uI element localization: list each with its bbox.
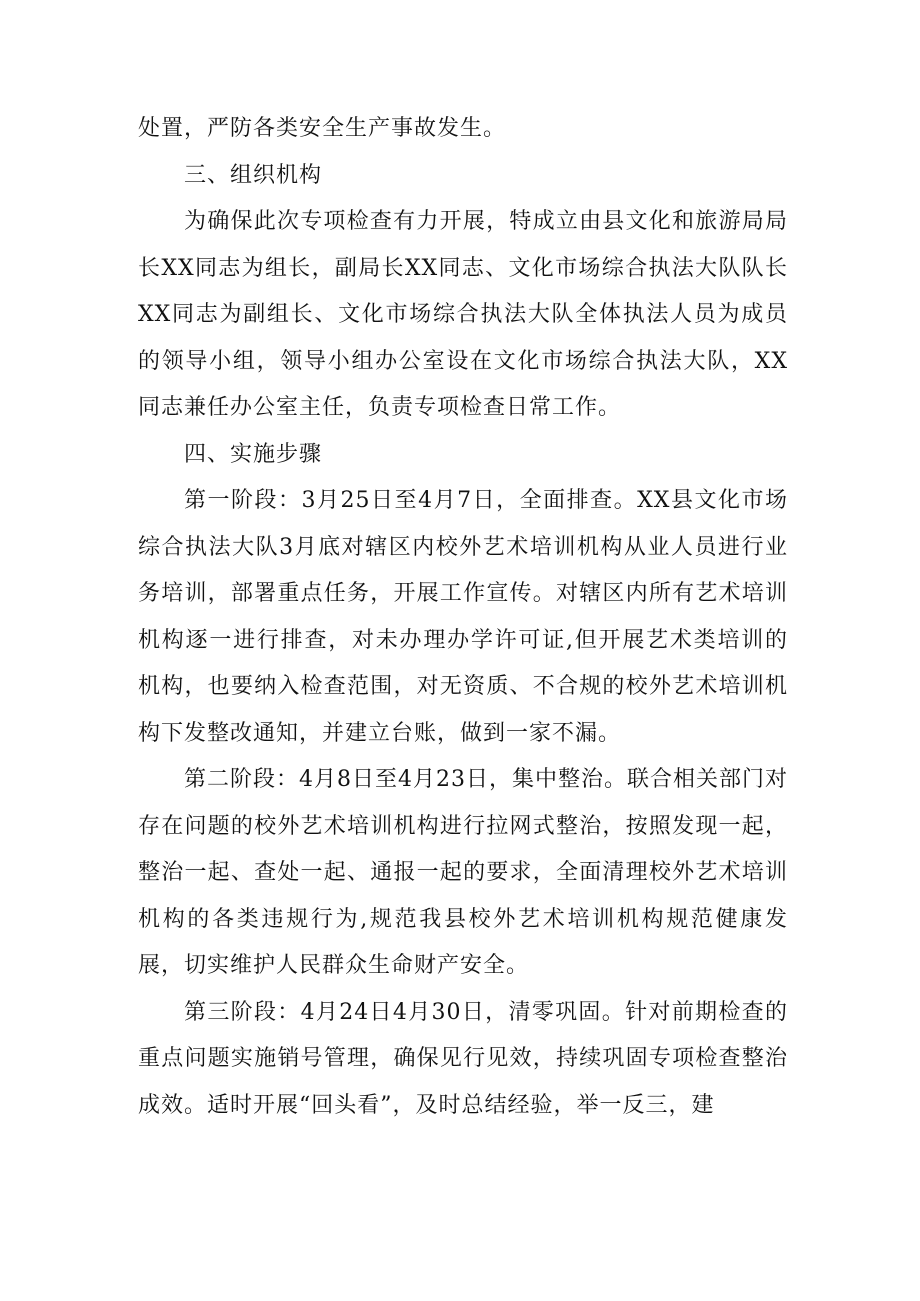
paragraph-stage-two: 第二阶段：4月8日至4月23日，集中整治。联合相关部门对存在问题的校外艺术培训机构进行拉网式整治，按照发现一起，整治一起、查处一起、通报一起的要求，全面清理校外艺术培训机构的各类违规行为,规范我县校外艺术培训机构规范健康发展，切实维护人民群众生命财产安全。: [138, 767, 788, 978]
paragraph-stage-one: 第一阶段：3月25日至4月7日，全面排查。XX县文化市场综合执法大队3月底对辖区内校外艺术培训机构从业人员进行业务培训，部署重点任务，开展工作宣传。对辖区内所有艺术培训机构逐一进行排查，对未办理办学许可证,但开展艺术类培训的机构，也要纳入检查范围，对无资质、不合规的校外艺术培训机构下发整改通知，并建立台账，做到一家不漏。: [138, 488, 788, 746]
paragraph-stage-three: 第三阶段：4月24日4月30日，清零巩固。针对前期检查的重点问题实施销号管理，确保见行见效，持续巩固专项检查整治成效。适时开展“回头看”，及时总结经验，举一反三，建: [138, 999, 788, 1118]
section-heading-organization: 三、组织机构: [184, 162, 323, 188]
paragraph-organization: 为确保此次专项检查有力开展，特成立由县文化和旅游局局长XX同志为组长，副局长XX同志、文化市场综合执法大队队长XX同志为副组长、文化市场综合执法大队全体执法人员为成员的领导小组，领导小组办公室设在文化市场综合执法大队，XX同志兼任办公室主任，负责专项检查日常工作。: [138, 209, 788, 420]
paragraph-continuation: 处置，严防各类安全生产事故发生。: [138, 116, 507, 141]
document-body: [138, 106, 788, 1129]
section-heading-steps: 四、实施步骤: [184, 441, 323, 467]
